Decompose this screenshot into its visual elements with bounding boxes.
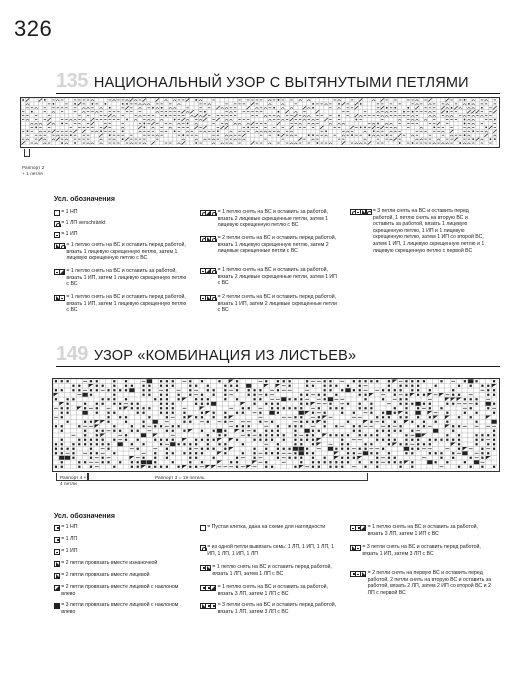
symbol-icon — [54, 232, 59, 238]
chart-grid — [53, 379, 497, 469]
legend-text: = 1 ЛП verschränkt — [61, 220, 106, 226]
legend-item — [54, 560, 189, 567]
symbol-icon — [54, 537, 59, 543]
symbol-icon — [200, 210, 216, 216]
legend-text: = 1 ИП — [61, 548, 78, 554]
symbol-icon — [200, 295, 216, 301]
repeat-caption — [22, 166, 62, 178]
symbol-icon — [350, 545, 360, 551]
chart-grid — [21, 98, 497, 145]
symbol-icon — [54, 525, 59, 531]
legend-item — [54, 548, 184, 555]
legend-item — [200, 235, 340, 255]
symbol-icon — [200, 565, 210, 571]
symbol-icon — [54, 549, 59, 555]
pattern-149-chart — [52, 378, 500, 472]
legend-item — [200, 544, 340, 557]
repeat-caption-line: Раппорт 2 — [22, 166, 45, 171]
symbol-icon — [54, 221, 59, 227]
legend-text: = 2 петли провязать вместе лицевой — [61, 572, 150, 578]
legend-text: = 1 НП — [61, 209, 78, 215]
legend-text: = 1 петлю снять на ВС и оставить перед работой, вязать 1 ЛП, затем 1 ЛП с ВС — [212, 564, 332, 577]
legend-item — [200, 209, 340, 229]
symbol-icon — [54, 295, 64, 301]
repeat-caption-line: 4 петли — [60, 482, 77, 487]
legend-text: = 1 петлю снять на ВС и оставить за работой, вязать 2 лицевые скрещенные петли, затем 1 ИП с ВС — [217, 267, 337, 287]
symbol-icon — [200, 585, 216, 591]
pattern-name: НАЦИОНАЛЬНЫЙ УЗОР С ВЫТЯНУТЫМИ ПЕТЛЯМИ — [93, 75, 469, 91]
symbol-icon — [54, 585, 59, 591]
legend-text: = 1 ИП — [61, 231, 78, 237]
legend-text: = 1 петлю снять на ВС и оставить за работой, вязать 1 ИП, затем 1 лицевую скрещенную петлю с ВС — [66, 268, 187, 288]
pattern-name: УЗОР «КОМБИНАЦИЯ ИЗ ЛИСТЬЕВ» — [93, 348, 357, 364]
symbol-icon — [200, 236, 216, 242]
symbol-icon — [54, 269, 64, 275]
legend-item — [54, 572, 189, 579]
legend-item — [54, 209, 184, 216]
repeat-caption-line: + 1 петля — [22, 172, 43, 177]
legend-text: = 1 петлю снять на ВС и оставить за работой, вязать 3 ЛП, затем 1 ЛП с ВС — [217, 584, 328, 597]
pattern-135-chart — [20, 97, 500, 148]
repeat-bracket — [24, 149, 30, 157]
legend-item — [54, 524, 184, 531]
page-number: 326 — [14, 16, 53, 41]
title-rule — [56, 93, 500, 94]
legend-item — [200, 267, 340, 287]
legend-text: = 3 петли снять на ВС и оставить перед работой, вязать 1 ИП, затем 3 ЛП с ВС — [362, 544, 481, 557]
legend-text: = 2 петли снять на ВС и оставить перед работой, вязать 1 лицевую скрещенную петлю, затем 2 лицевые скрещенные петли с ВС — [217, 235, 337, 255]
legend-item — [350, 208, 490, 254]
legend-text: = 1 НП — [61, 524, 78, 530]
legend-item — [200, 564, 340, 577]
legend-text: = 1 петлю снять на ВС и оставить за работой, вязать 2 лицевые скрещенные петли, затем 1 лицевую скрещенную петлю с ВС — [217, 209, 328, 229]
legend-item — [200, 524, 340, 531]
legend-text: = 3 петли снять на ВС и оставить перед работой, вязать 1 ЛП, затем 3 ЛП с ВС — [217, 602, 337, 615]
repeat-caption-right: Раппорт 3 = 19 петель — [155, 476, 205, 481]
symbol-icon — [54, 603, 59, 609]
legend-item — [54, 602, 189, 615]
legend-item — [350, 544, 495, 557]
legend-text: = 1 петлю снять на ВС и оставить за работой, вязать 3 ЛП, затем 1 ИП с ВС — [367, 524, 478, 537]
pattern-135-title — [56, 70, 469, 92]
legend-item — [54, 220, 184, 227]
symbol-icon — [350, 209, 371, 215]
legend-item — [350, 570, 495, 596]
symbol-icon — [54, 573, 59, 579]
symbol-icon — [200, 545, 205, 551]
legend-text: = 1 петлю снять на ВС и оставить перед работой, вязать 1 ИП, затем 1 лицевую скрещенную петлю с ВС — [66, 294, 187, 314]
symbol-icon — [200, 268, 216, 274]
legend-text: = 2 петли снять на первую ВС и оставить перед работой, 2 петли снять на вторую ВС и оставить за работой, вязать 2 ЛП, затем 2 ИП со второй ВС и 2 ЛП с первой ВС — [367, 570, 492, 596]
legend-heading: Усл. обозначения — [54, 196, 115, 203]
symbol-icon — [54, 210, 59, 216]
legend-item — [350, 524, 495, 537]
legend-item — [200, 294, 340, 314]
legend-item — [200, 584, 340, 597]
legend-text: = 1 петлю снять на ВС и оставить перед работой, вязать 1 лицевую скрещенную петлю, затем 1 лицевую скрещенную петлю с ВС — [66, 242, 186, 262]
symbol-icon — [54, 561, 59, 567]
legend-text: = из одной петли вывязать семь: 1 ЛП, 1 ИП, 1 ЛП, 1 ИП, 1 ЛП, 1 ИП, 1 ЛП — [207, 544, 334, 557]
legend-text: = 2 петли снять на ВС и оставить перед работой, вязать 1 ИП, затем 2 лицевые скрещенные петли с ВС — [217, 294, 337, 314]
legend-heading: Усл. обозначения — [54, 513, 115, 520]
legend-item — [54, 584, 189, 597]
legend-text: = 3 петли провязать вместе лицевой с наклоном влево — [61, 602, 179, 615]
repeat-caption-line: Раппорт 4 + — [60, 476, 87, 481]
pattern-149-title — [56, 343, 356, 365]
symbol-icon — [54, 243, 64, 249]
symbol-icon — [200, 603, 216, 609]
legend-item — [54, 231, 184, 238]
repeat-bracket — [88, 473, 368, 481]
legend-text: = 2 петли провязать вместе изнаночной — [61, 560, 158, 566]
legend-item — [54, 242, 189, 262]
symbol-icon — [350, 571, 366, 577]
legend-item — [54, 536, 184, 543]
legend-text: = Пустая клетка, дана на схеме для наглядности — [207, 524, 326, 530]
legend-text: = 2 петли провязать вместе лицевой с наклоном влево — [61, 584, 179, 597]
symbol-icon — [350, 525, 366, 531]
pattern-number: 135 — [56, 70, 88, 92]
legend-item — [200, 602, 340, 615]
pattern-number: 149 — [56, 343, 88, 365]
legend-text: = 3 петли снять на ВС и оставить перед работой, 1 петлю снять на вторую ВС и оставить за работой, вязать 1 лицевую скрещенную петлю, 1 ИП и 1 лицевую скрещенную петлю, затем 1 ИП со второй ВС, затем 1 ИП, 1 лицевую скрещенную петлю и 1 лицевую скрещенную петлю с первой ВС — [372, 208, 485, 254]
legend-item — [54, 294, 189, 314]
legend-text: = 1 ЛП — [61, 536, 78, 542]
title-rule — [56, 366, 500, 367]
legend-item — [54, 268, 189, 288]
symbol-icon — [200, 525, 205, 531]
